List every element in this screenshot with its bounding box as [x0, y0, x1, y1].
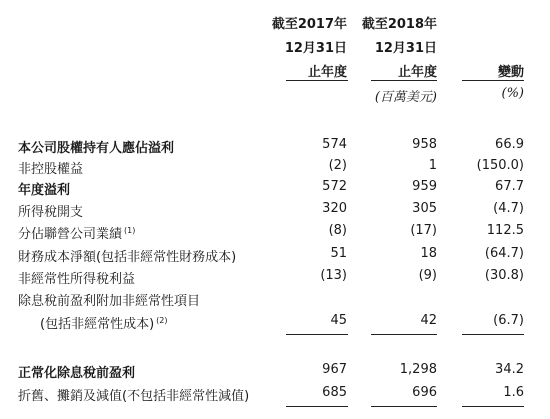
row-value-2017: (13)	[320, 268, 347, 283]
table-row	[18, 290, 532, 310]
row-value-2018: 959	[412, 179, 437, 194]
row-value-2017: 320	[322, 201, 347, 216]
row-value-2017: 45	[330, 313, 347, 328]
row-value-change: (30.8)	[484, 268, 524, 283]
row-label: 除息稅前盈利附加非經常性項目	[18, 294, 201, 309]
row-label: 本公司股權持有人應佔溢利	[18, 141, 175, 156]
footnote-marker: (1)	[124, 225, 136, 235]
table-row	[18, 385, 532, 405]
bottom-underline-change	[462, 406, 524, 407]
row-value-change: (6.7)	[493, 313, 524, 328]
row-label: 折舊、攤銷及減值(不包括非經常性減值)	[18, 389, 250, 404]
row-value-change: 112.5	[486, 223, 524, 238]
row-value-change: (4.7)	[493, 201, 524, 216]
row-value-change: 34.2	[495, 362, 524, 377]
row-value-change: (64.7)	[484, 246, 524, 261]
row-label	[40, 313, 168, 332]
table-row	[18, 268, 532, 288]
subtotal-underline-change	[462, 334, 524, 335]
row-label	[18, 223, 135, 242]
footnote-marker: (2)	[156, 315, 168, 325]
row-value-2018: 305	[412, 201, 437, 216]
row-value-change: (150.0)	[476, 158, 524, 173]
row-value-2018: (17)	[410, 223, 437, 238]
row-label: 財務成本淨額(包括非經常性財務成本)	[18, 250, 237, 265]
col1-header-line2: 12月31日	[284, 41, 347, 56]
row-value-2018: 1,298	[399, 362, 437, 377]
table-row	[18, 246, 532, 266]
row-value-2017: (2)	[328, 158, 347, 173]
table-row	[18, 137, 532, 157]
col2-header-line1: 截至2018年	[361, 17, 437, 32]
row-label: 所得稅開支	[18, 205, 84, 220]
unit-amount: (百萬美元)	[374, 90, 437, 105]
row-value-change: 66.9	[495, 137, 524, 152]
col1-header-line1: 截至2017年	[271, 17, 347, 32]
table-row	[18, 179, 532, 199]
row-value-2018: 1	[428, 158, 437, 173]
bottom-underline-2017	[286, 406, 348, 407]
row-label: 年度溢利	[18, 183, 71, 198]
row-value-2017: (8)	[328, 223, 347, 238]
row-value-2017: 574	[322, 137, 347, 152]
row-label: 正常化除息稅前盈利	[18, 366, 136, 381]
table-row	[18, 201, 532, 221]
table-row	[18, 223, 532, 243]
table-row	[18, 158, 532, 178]
row-value-2018: 696	[412, 385, 437, 400]
row-label: 非經常性所得稅利益	[18, 272, 136, 287]
table-row	[18, 362, 532, 382]
row-label-text: 分佔聯營公司業績	[18, 227, 123, 242]
row-value-change: 67.7	[495, 179, 524, 194]
subtotal-underline-2017	[286, 334, 348, 335]
col2-header-line3: 止年度	[397, 65, 437, 80]
row-value-2017: 572	[322, 179, 347, 194]
row-value-2018: 958	[412, 137, 437, 152]
col2-header-underline	[371, 80, 437, 81]
row-value-2017: 51	[330, 246, 347, 261]
row-value-2018: (9)	[418, 268, 437, 283]
row-value-2017: 685	[322, 385, 347, 400]
col3-header-underline	[462, 80, 524, 81]
unit-percent: (%)	[501, 86, 524, 101]
table-row	[18, 313, 532, 333]
row-value-2018: 42	[420, 313, 437, 328]
bottom-underline-2018	[371, 406, 437, 407]
col2-header-line2: 12月31日	[374, 41, 437, 56]
row-label-text: (包括非經常性成本)	[40, 317, 155, 332]
row-label: 非控股權益	[18, 162, 84, 177]
col1-header-line3: 止年度	[307, 65, 347, 80]
row-value-change: 1.6	[503, 385, 524, 400]
row-value-2017: 967	[322, 362, 347, 377]
col3-header: 變動	[497, 65, 524, 80]
row-value-2018: 18	[420, 246, 437, 261]
subtotal-underline-2018	[371, 334, 437, 335]
col1-header-underline	[286, 80, 348, 81]
